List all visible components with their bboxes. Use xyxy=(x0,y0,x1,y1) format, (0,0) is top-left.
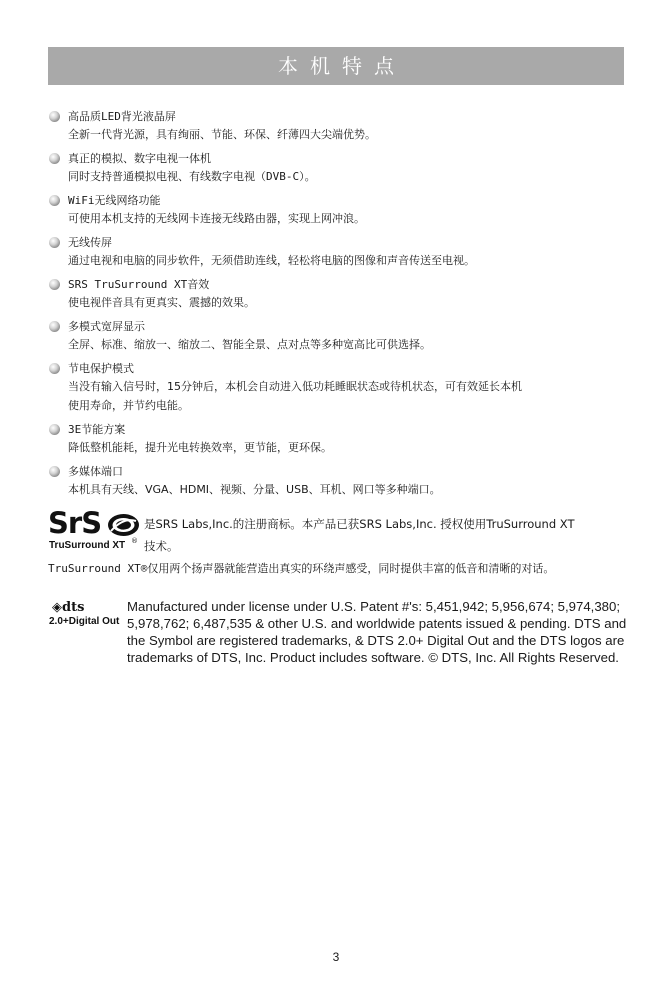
feature-description: 全屏、标准、缩放一、缩放二、智能全景、点对点等多种宽高比可供选择。 xyxy=(68,338,431,351)
feature-title: 3E节能方案 xyxy=(68,423,126,436)
bullet-icon xyxy=(49,424,60,435)
bullet-icon xyxy=(49,237,60,248)
bullet-icon xyxy=(49,153,60,164)
page-title-banner xyxy=(48,47,624,85)
bullet-icon xyxy=(49,466,60,477)
dts-logo-mark: ◈dts xyxy=(52,600,85,615)
srs-notice-line1: 是SRS Labs,Inc.的注册商标。本产品已获SRS Labs,Inc. 授权使用TruSurround XT xyxy=(144,517,575,531)
srs-notice-line2: 技术。 xyxy=(144,539,179,553)
page-number: 3 xyxy=(332,950,340,964)
page-title: 本机特点 xyxy=(278,54,406,78)
feature-item xyxy=(48,234,628,270)
bullet-icon xyxy=(49,363,60,374)
bullet-icon xyxy=(49,111,60,122)
feature-description: 同时支持普通模拟电视、有线数字电视（DVB-C）。 xyxy=(68,170,316,183)
feature-description: 当没有输入信号时，15分钟后，本机会自动进入低功耗睡眠状态或待机状态，可有效延长本机 xyxy=(68,380,522,393)
trusurround-description: TruSurround XT®仅用两个扬声器就能营造出真实的环绕声感受，同时提供丰富的低音和清晰的对话。 xyxy=(48,562,555,575)
feature-item xyxy=(48,276,628,312)
feature-item xyxy=(48,463,628,499)
feature-title: 多模式宽屏显示 xyxy=(68,320,145,333)
feature-title: 节电保护模式 xyxy=(68,362,134,375)
feature-list xyxy=(48,108,628,505)
srs-logo-registered: ® xyxy=(131,537,138,545)
feature-description: 本机具有天线、VGA、HDMI、视频、分量、USB、耳机、网口等多种端口。 xyxy=(68,483,441,496)
bullet-icon xyxy=(49,195,60,206)
feature-item xyxy=(48,192,628,228)
feature-item xyxy=(48,318,628,354)
feature-description: 可使用本机支持的无线网卡连接无线路由器，实现上网冲浪。 xyxy=(68,212,365,225)
feature-title: 无线传屏 xyxy=(68,236,112,249)
bullet-icon xyxy=(49,321,60,332)
srs-logo-word: SrS xyxy=(48,506,102,540)
feature-description: 使电视伴音具有更真实、震撼的效果。 xyxy=(68,296,255,309)
feature-description: 降低整机能耗，提升光电转换效率，更节能，更环保。 xyxy=(68,441,332,454)
dts-logo-subtitle: 2.0+Digital Out xyxy=(49,616,120,627)
dts-license-text: Manufactured under license under U.S. Patent #'s: 5,451,942; 5,956,674; 5,974,380; 5,978,762; 6,487,535 & other U.S. and worldwide patents issued & pending. DTS and the Symbol are registered trademarks, & DTS 2.0+ Digital Out and the DTS logos are trademarks of DTS, Inc. Product includes software. © DTS, Inc. All Rights Reserved. xyxy=(127,599,627,665)
feature-item xyxy=(48,360,628,415)
feature-title: 高品质LED背光液晶屏 xyxy=(68,110,176,123)
feature-item xyxy=(48,421,628,457)
srs-logo-subtitle: TruSurround XT xyxy=(49,540,126,551)
feature-title: SRS TruSurround XT音效 xyxy=(68,278,210,291)
srs-trademark-notice xyxy=(48,506,628,554)
srs-logo xyxy=(48,506,140,554)
feature-item xyxy=(48,150,628,186)
feature-description: 全新一代背光源，具有绚丽、节能、环保、纤薄四大尖端优势。 xyxy=(68,128,376,141)
feature-item xyxy=(48,108,628,144)
dts-logo xyxy=(48,600,118,630)
srs-circle-icon xyxy=(107,513,140,537)
feature-description: 通过电视和电脑的同步软件，无须借助连线，轻松将电脑的图像和声音传送至电视。 xyxy=(68,254,475,267)
feature-title: 多媒体端口 xyxy=(68,465,123,478)
bullet-icon xyxy=(49,279,60,290)
feature-title: WiFi无线网络功能 xyxy=(68,194,161,207)
feature-description: 使用寿命，并节约电能。 xyxy=(68,399,189,412)
feature-title: 真正的模拟、数字电视一体机 xyxy=(68,152,211,165)
